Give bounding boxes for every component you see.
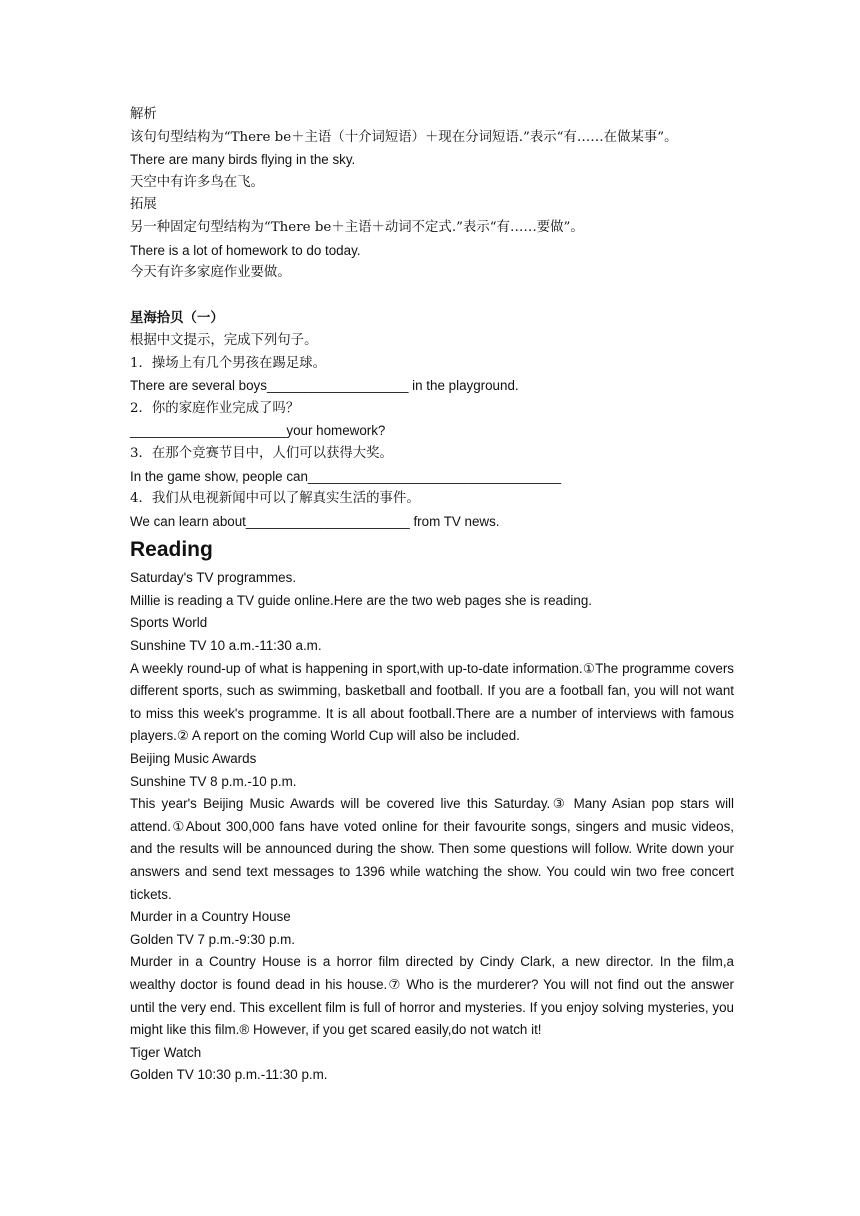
exercise-item-4-cn: 4．我们从电视新闻中可以了解真实生活的事件。: [130, 491, 420, 507]
programme-4-name: Tiger Watch: [130, 1044, 202, 1060]
programme-1-time: Sunshine TV 10 a.m.-11:30 a.m.: [130, 638, 322, 654]
extension-text: 另一种固定句型结构为“There be＋主语＋动词不定式.”表示“有……要做”。: [130, 219, 584, 235]
reading-heading: Reading: [130, 538, 213, 562]
exercise-item-3-cn: 3．在那个竞赛节目中，人们可以获得大奖。: [130, 445, 393, 461]
programme-4-time: Golden TV 10:30 p.m.-11:30 p.m.: [130, 1067, 328, 1083]
programme-3-desc: Murder in a Country House is a horror film directed by Cindy Clark, a new director. In the film,a wealthy doctor is found dead in his house.⑦ Who is the murderer? You will not find out the answer until the very end. This excellent film is full of horror and mysteries. If you enjoy solving mysteries, you might like this film.® However, if you get scared easily,do not watch it!: [130, 954, 734, 1038]
programme-1-name: Sports World: [130, 615, 208, 631]
extension-label: 拓展: [130, 197, 157, 213]
exercise-item-4-en: We can learn about______________________ from TV news.: [130, 513, 500, 529]
exercise-item-1-cn: 1．操场上有几个男孩在踢足球。: [130, 355, 326, 371]
document-page: [130, 104, 734, 1087]
exercise-item-2-en: _____________________your homework?: [130, 423, 386, 439]
exercise-item-3-en: In the game show, people can__________________________________: [130, 468, 562, 484]
programme-2-name: Beijing Music Awards: [130, 751, 257, 767]
exercise-item-1-en: There are several boys___________________ in the playground.: [130, 378, 519, 394]
reading-intro-title: Saturday's TV programmes.: [130, 570, 297, 586]
programme-2-desc: This year's Beijing Music Awards will be covered live this Saturday.③ Many Asian pop stars will attend.①About 300,000 fans have voted online for their favourite songs, singers and music videos, and the results will be announced during the show. Then some questions will follow. Write down your answers and send text messages to 1396 while watching the show. You could win two free concert tickets.: [130, 796, 734, 902]
analysis-example-en: There are many birds flying in the sky.: [130, 152, 356, 168]
analysis-label: 解析: [130, 107, 157, 122]
exercise-instruction: 根据中文提示，完成下列句子。: [130, 332, 318, 348]
exercise-title: 星海拾贝（一）: [130, 310, 224, 327]
programme-3-time: Golden TV 7 p.m.-9:30 p.m.: [130, 931, 295, 947]
exercise-item-2-cn: 2．你的家庭作业完成了吗？: [130, 400, 300, 416]
spacer: [130, 285, 734, 308]
programme-2-time: Sunshine TV 8 p.m.-10 p.m.: [130, 773, 297, 789]
programme-1-desc: A weekly round-up of what is happening in sport,with up-to-date information.①The programme covers different sports, such as swimming, basketball and football. If you are a football fan, you will not want to miss this week's programme. It is all about football.There are a number of interviews with famous players.② A report on the coming World Cup will also be included.: [130, 660, 734, 744]
extension-example-en: There is a lot of homework to do today.: [130, 242, 361, 258]
extension-example-cn: 今天有许多家庭作业要做。: [130, 265, 291, 281]
analysis-text: 该句句型结构为“There be＋主语（十介词短语）＋现在分词短语.”表示“有……在做某事”。: [130, 129, 678, 145]
analysis-example-cn: 天空中有许多鸟在飞。: [130, 174, 264, 190]
reading-intro-text: Millie is reading a TV guide online.Here are the two web pages she is reading.: [130, 592, 592, 608]
programme-3-name: Murder in a Country House: [130, 909, 291, 925]
